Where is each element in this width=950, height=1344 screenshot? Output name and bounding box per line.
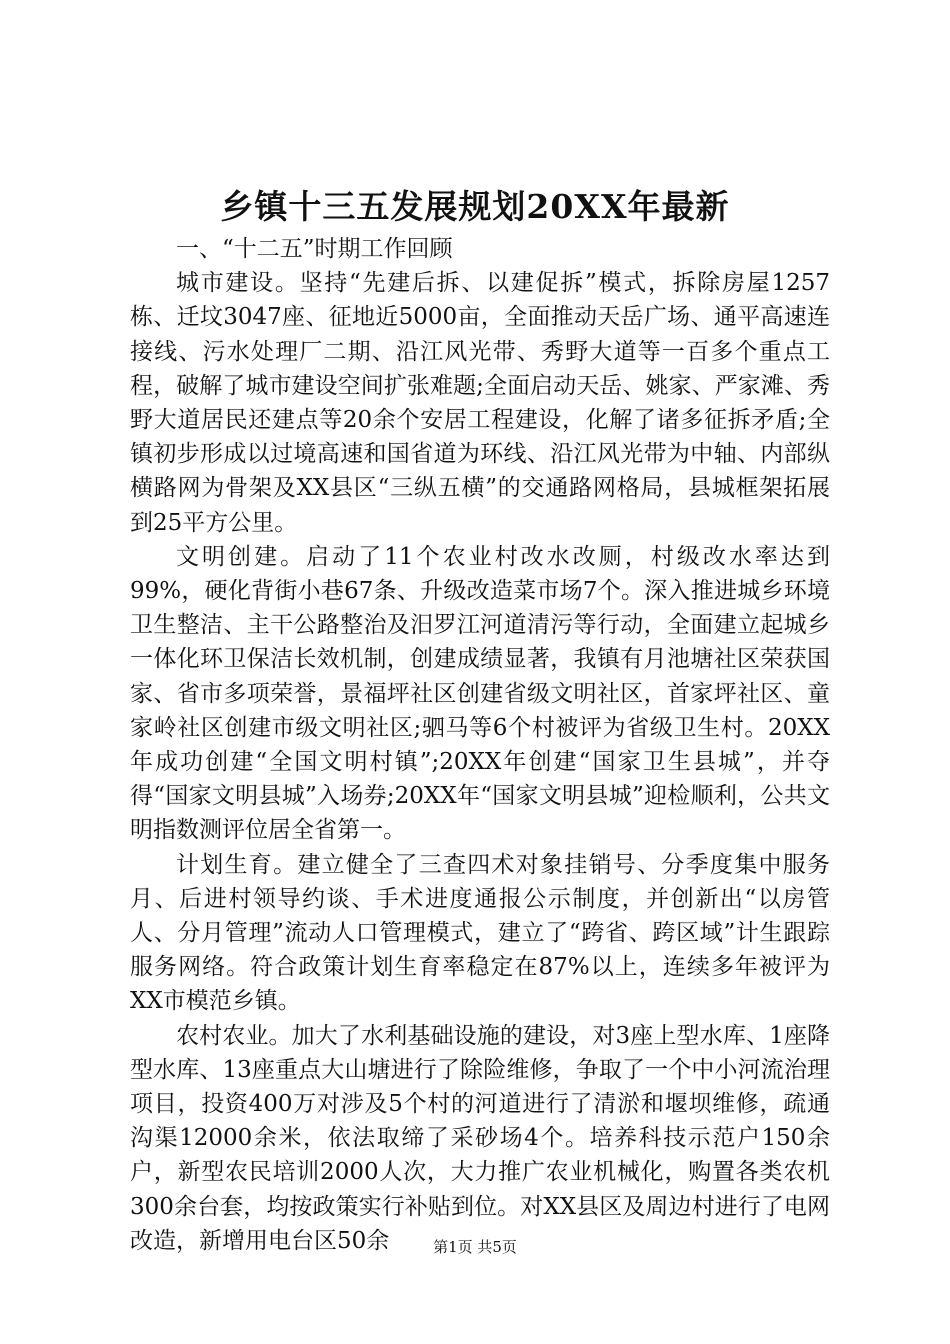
paragraph-urban-construction: 城市建设。坚持“先建后拆、以建促拆”模式，拆除房屋1257栋、迁坟3047座、征地近5000亩，全面推动天岳广场、通平高速连接线、污水处理厂二期、沿江风光带、秀野大道等一百多个重点工程，破解了城市建设空间扩张难题;全面启动天岳、姚家、严家滩、秀野大道居民还建点等20余个安居工程建设，化解了诸多征拆矛盾;全镇初步形成以过境高速和国省道为环线、沿江风光带为中轴、内部纵横路网为骨架及XX县区“三纵五横”的交通路网格局，县城框架拓展到25平方公里。 bbox=[130, 270, 830, 536]
document-body bbox=[130, 232, 830, 1258]
paragraph-agriculture: 农村农业。加大了水利基础设施的建设，对3座上型水库、1座降型水库、13座重点大山塘进行了除险维修，争取了一个中小河流治理项目，投资400万对涉及5个村的河道进行了清淤和堰坝维修，疏通沟渠12000余米，依法取缔了采砂场4个。培养科技示范户150余户，新型农民培训2000人次，大力推广农业机械化，购置各类农机300余台套，均按政策实行补贴到位。对XX县区及周边村进行了电网改造，新增用电台区50余 bbox=[130, 1022, 830, 1254]
page-number-footer: 第1页 共5页 bbox=[433, 1238, 517, 1256]
section-heading: 一、“十二五”时期工作回顾 bbox=[176, 236, 453, 262]
document-title: 乡镇十三五发展规划20XX年最新 bbox=[220, 187, 730, 226]
paragraph-civilization: 文明创建。启动了11个农业村改水改厕，村级改水率达到99%，硬化背街小巷67条、升级改造菜市场7个。深入推进城乡环境卫生整洁、主干公路整治及汨罗江河道清污等行动，全面建立起城乡一体化环卫保洁长效机制，创建成绩显著，我镇有月池塘社区荣获国家、省市多项荣誉，景福坪社区创建省级文明社区，首家坪社区、童家岭社区创建市级文明社区;驷马等6个村被评为省级卫生村。20XX年成功创建“全国文明村镇”;20XX年创建“国家卫生县城”，并夺得“国家文明县城”入场券;20XX年“国家文明县城”迎检顺利，公共文明指数测评位居全省第一。 bbox=[130, 543, 830, 844]
paragraph-family-planning: 计划生育。建立健全了三查四术对象挂销号、分季度集中服务月、后进村领导约谈、手术进度通报公示制度，并创新出“以房管人、分月管理”流动人口管理模式，建立了“跨省、跨区域”计生跟踪服务网络。符合政策计划生育率稳定在87%以上，连续多年被评为XX市模范乡镇。 bbox=[130, 851, 830, 1015]
